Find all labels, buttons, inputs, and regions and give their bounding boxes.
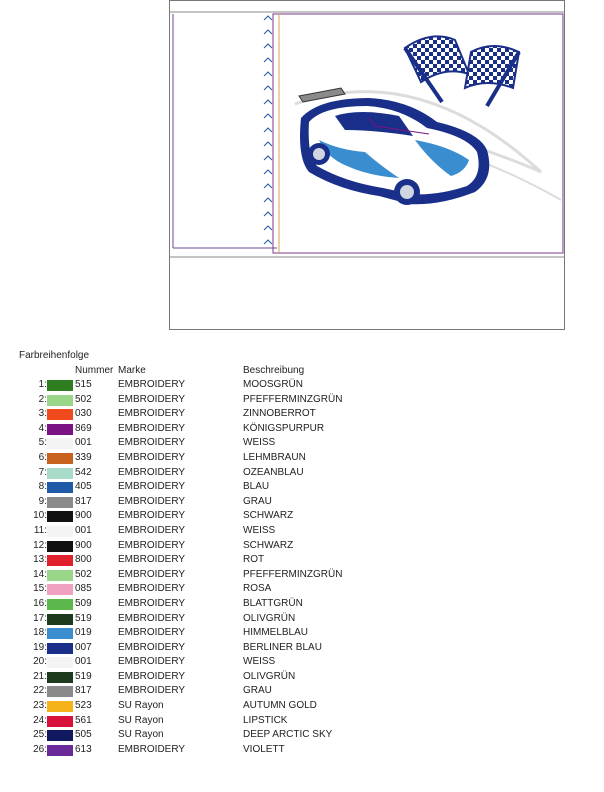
color-swatch xyxy=(47,395,73,406)
row-index: 9: xyxy=(38,495,47,507)
row-index: 2: xyxy=(38,393,47,405)
thread-description: BLAU xyxy=(243,481,270,493)
thread-brand: EMBROIDERY xyxy=(118,554,186,566)
row-index: 14: xyxy=(33,568,47,580)
row-index: 17: xyxy=(33,612,47,624)
color-row xyxy=(0,626,604,641)
row-index: 10: xyxy=(33,510,47,522)
thread-brand: EMBROIDERY xyxy=(118,437,186,449)
thread-description: KÖNIGSPURPUR xyxy=(243,422,325,434)
thread-brand: EMBROIDERY xyxy=(118,510,186,522)
thread-brand: EMBROIDERY xyxy=(118,539,186,551)
color-swatch xyxy=(47,686,73,697)
thread-brand: EMBROIDERY xyxy=(118,495,186,507)
thread-description: WEISS xyxy=(243,524,276,536)
thread-description: PFEFFERMINZGRÜN xyxy=(243,393,343,405)
color-swatch xyxy=(47,526,73,537)
thread-brand: EMBROIDERY xyxy=(118,743,186,755)
thread-number: 519 xyxy=(75,612,92,624)
row-index: 16: xyxy=(33,597,47,609)
color-swatch xyxy=(47,380,73,391)
row-index: 23: xyxy=(33,700,47,712)
color-sequence-title: Farbreihenfolge xyxy=(19,350,90,361)
color-swatch xyxy=(47,497,73,508)
thread-number: 613 xyxy=(75,743,92,755)
color-row xyxy=(0,655,604,670)
thread-description: LEHMBRAUN xyxy=(243,451,306,463)
color-row xyxy=(0,480,604,495)
column-header-brand: Marke xyxy=(118,365,146,376)
thread-brand: EMBROIDERY xyxy=(118,481,186,493)
row-index: 3: xyxy=(38,408,47,420)
thread-brand: EMBROIDERY xyxy=(118,466,186,478)
thread-number: 817 xyxy=(75,495,92,507)
color-swatch xyxy=(47,701,73,712)
thread-number: 900 xyxy=(75,510,92,522)
row-index: 8: xyxy=(38,481,47,493)
row-index: 11: xyxy=(33,524,47,536)
thread-description: HIMMELBLAU xyxy=(243,627,309,639)
thread-brand: EMBROIDERY xyxy=(118,408,186,420)
thread-description: PFEFFERMINZGRÜN xyxy=(243,568,343,580)
row-index: 25: xyxy=(33,729,47,741)
row-index: 21: xyxy=(33,670,47,682)
color-swatch xyxy=(47,745,73,756)
embroidery-preview xyxy=(169,0,565,330)
thread-description: WEISS xyxy=(243,656,276,668)
embroidery-design-drawing xyxy=(169,0,565,330)
row-index: 6: xyxy=(38,451,47,463)
color-row xyxy=(0,728,604,743)
row-index: 19: xyxy=(33,641,47,653)
thread-brand: EMBROIDERY xyxy=(118,379,186,390)
color-row xyxy=(0,466,604,481)
thread-number: 001 xyxy=(75,524,92,536)
color-row xyxy=(0,436,604,451)
color-row xyxy=(0,670,604,685)
thread-number: 817 xyxy=(75,685,92,697)
thread-brand: EMBROIDERY xyxy=(118,641,186,653)
color-row xyxy=(0,743,604,758)
color-row xyxy=(0,699,604,714)
thread-number: 505 xyxy=(75,729,92,741)
thread-number: 405 xyxy=(75,481,92,493)
row-index: 24: xyxy=(33,714,47,726)
thread-brand: EMBROIDERY xyxy=(118,393,186,405)
color-row xyxy=(0,393,604,408)
thread-brand: EMBROIDERY xyxy=(118,524,186,536)
thread-number: 900 xyxy=(75,539,92,551)
row-index: 26: xyxy=(33,743,47,755)
thread-brand: EMBROIDERY xyxy=(118,422,186,434)
row-index: 20: xyxy=(33,656,47,668)
color-row xyxy=(0,495,604,510)
row-index: 15: xyxy=(33,583,47,595)
thread-description: DEEP ARCTIC SKY xyxy=(243,729,333,741)
thread-description: SCHWARZ xyxy=(243,539,294,551)
thread-brand: SU Rayon xyxy=(118,714,164,726)
color-row xyxy=(0,524,604,539)
color-row xyxy=(0,568,604,583)
thread-number: 800 xyxy=(75,554,92,566)
thread-description: GRAU xyxy=(243,495,272,507)
thread-description: OLIVGRÜN xyxy=(243,670,296,682)
row-index: 22: xyxy=(33,685,47,697)
thread-number: 561 xyxy=(75,714,92,726)
color-swatch xyxy=(47,614,73,625)
row-index: 7: xyxy=(38,466,47,478)
row-index: 18: xyxy=(33,627,47,639)
color-row xyxy=(0,539,604,554)
color-swatch xyxy=(47,541,73,552)
color-row xyxy=(0,422,604,437)
thread-number: 509 xyxy=(75,597,92,609)
color-sequence-list xyxy=(0,378,604,757)
thread-brand: EMBROIDERY xyxy=(118,670,186,682)
color-row xyxy=(0,451,604,466)
color-row xyxy=(0,684,604,699)
color-swatch xyxy=(47,657,73,668)
thread-brand: SU Rayon xyxy=(118,700,164,712)
color-swatch xyxy=(47,468,73,479)
color-swatch xyxy=(47,570,73,581)
color-swatch xyxy=(47,628,73,639)
thread-number: 515 xyxy=(75,379,92,390)
thread-brand: EMBROIDERY xyxy=(118,656,186,668)
thread-number: 030 xyxy=(75,408,92,420)
thread-number: 542 xyxy=(75,466,92,478)
thread-description: BLATTGRÜN xyxy=(243,597,303,609)
row-index: 1: xyxy=(38,379,47,390)
thread-description: ZINNOBERROT xyxy=(243,408,316,420)
thread-number: 019 xyxy=(75,627,92,639)
color-swatch xyxy=(47,643,73,654)
thread-number: 519 xyxy=(75,670,92,682)
color-row xyxy=(0,407,604,422)
row-index: 5: xyxy=(38,437,47,449)
row-index: 4: xyxy=(38,422,47,434)
thread-number: 523 xyxy=(75,700,92,712)
thread-brand: EMBROIDERY xyxy=(118,597,186,609)
thread-brand: EMBROIDERY xyxy=(118,612,186,624)
color-row xyxy=(0,612,604,627)
thread-brand: EMBROIDERY xyxy=(118,583,186,595)
thread-description: OZEANBLAU xyxy=(243,466,304,478)
thread-description: ROT xyxy=(243,554,265,566)
color-swatch xyxy=(47,453,73,464)
thread-brand: SU Rayon xyxy=(118,729,164,741)
color-row xyxy=(0,509,604,524)
thread-description: MOOSGRÜN xyxy=(243,379,303,390)
thread-number: 869 xyxy=(75,422,92,434)
color-swatch xyxy=(47,511,73,522)
thread-description: GRAU xyxy=(243,685,272,697)
thread-description: SCHWARZ xyxy=(243,510,294,522)
thread-description: BERLINER BLAU xyxy=(243,641,322,653)
thread-brand: EMBROIDERY xyxy=(118,685,186,697)
thread-description: LIPSTICK xyxy=(243,714,288,726)
thread-brand: EMBROIDERY xyxy=(118,568,186,580)
thread-number: 085 xyxy=(75,583,92,595)
thread-number: 001 xyxy=(75,656,92,668)
row-index: 13: xyxy=(33,554,47,566)
color-swatch xyxy=(47,409,73,420)
thread-description: VIOLETT xyxy=(243,743,285,755)
thread-number: 502 xyxy=(75,393,92,405)
thread-number: 339 xyxy=(75,451,92,463)
color-row xyxy=(0,597,604,612)
color-row xyxy=(0,641,604,656)
color-row xyxy=(0,714,604,729)
color-swatch xyxy=(47,555,73,566)
color-row xyxy=(0,582,604,597)
color-swatch xyxy=(47,438,73,449)
thread-description: WEISS xyxy=(243,437,276,449)
thread-number: 502 xyxy=(75,568,92,580)
color-swatch xyxy=(47,672,73,683)
color-row xyxy=(0,378,604,393)
color-swatch xyxy=(47,599,73,610)
thread-brand: EMBROIDERY xyxy=(118,627,186,639)
color-swatch xyxy=(47,482,73,493)
column-header-description: Beschreibung xyxy=(243,365,305,376)
thread-number: 007 xyxy=(75,641,92,653)
thread-description: OLIVGRÜN xyxy=(243,612,296,624)
color-swatch xyxy=(47,716,73,727)
color-swatch xyxy=(47,730,73,741)
thread-brand: EMBROIDERY xyxy=(118,451,186,463)
color-row xyxy=(0,553,604,568)
thread-number: 001 xyxy=(75,437,92,449)
color-swatch xyxy=(47,584,73,595)
row-index: 12: xyxy=(33,539,47,551)
color-swatch xyxy=(47,424,73,435)
column-header-number: Nummer xyxy=(75,365,114,376)
thread-description: ROSA xyxy=(243,583,272,595)
thread-description: AUTUMN GOLD xyxy=(243,700,317,712)
